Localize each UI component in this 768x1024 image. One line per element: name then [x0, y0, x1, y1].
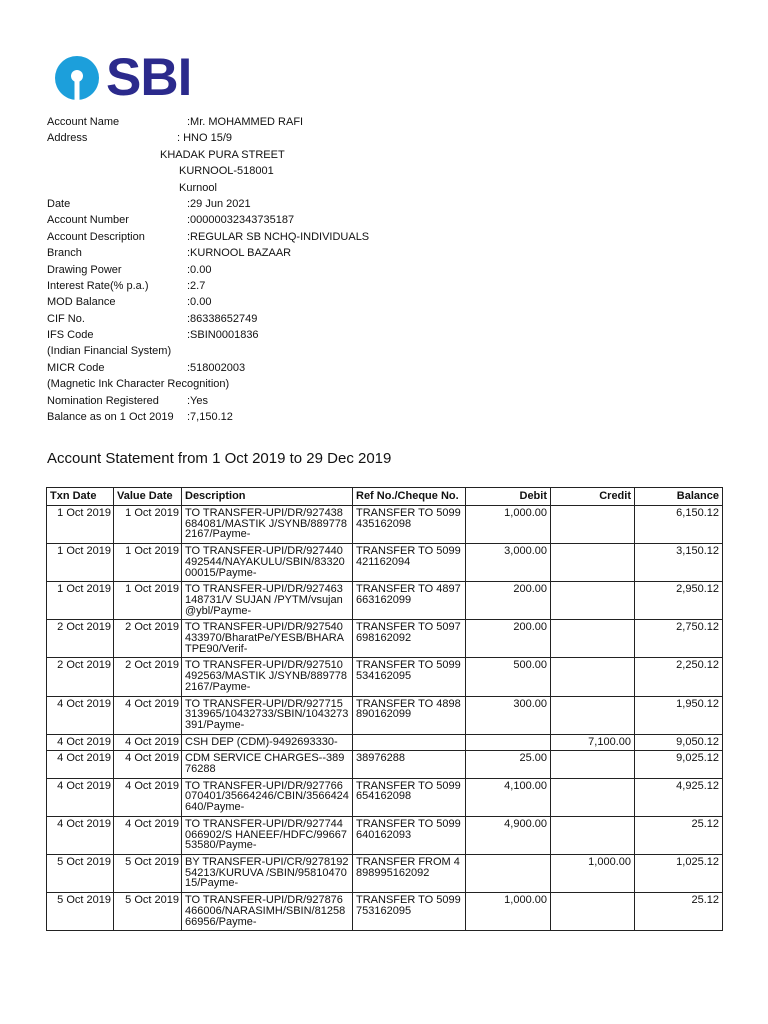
credit-cell [551, 506, 635, 544]
account-info-label: Address [47, 132, 88, 145]
ref-no-cell: TRANSFER TO 4897663162099 [353, 582, 466, 620]
txn-date-cell: 4 Oct 2019 [47, 734, 114, 751]
account-info-label: Date [47, 197, 71, 210]
credit-cell [551, 816, 635, 854]
ref-no-cell: TRANSFER TO 4898890162099 [353, 696, 466, 734]
transactions-table [46, 487, 723, 931]
balance-cell: 1,025.12 [635, 854, 723, 892]
account-info-value: KHADAK PURA STREET [160, 148, 285, 161]
credit-cell [551, 544, 635, 582]
debit-cell: 200.00 [466, 620, 551, 658]
value-date-cell: 2 Oct 2019 [114, 658, 182, 696]
ref-no-cell: TRANSFER TO 5099640162093 [353, 816, 466, 854]
credit-cell [551, 778, 635, 816]
account-info-label: (Indian Financial System) [47, 345, 172, 358]
table-row [47, 893, 723, 931]
account-info-label: Branch [47, 247, 82, 260]
header-value-date: Value Date [114, 488, 182, 506]
balance-cell: 2,950.12 [635, 582, 723, 620]
description-cell: TO TRANSFER-UPI/DR/927744066902/S HANEEF/HDFC/9966753580/Payme- [182, 816, 353, 854]
sbi-logo-text: SBI [106, 48, 192, 107]
value-date-cell: 1 Oct 2019 [114, 544, 182, 582]
account-info-value: :00000032343735187 [187, 214, 295, 227]
debit-cell: 1,000.00 [466, 893, 551, 931]
balance-cell: 25.12 [635, 816, 723, 854]
header-description: Description [182, 488, 353, 506]
credit-cell [551, 893, 635, 931]
debit-cell: 4,900.00 [466, 816, 551, 854]
txn-date-cell: 2 Oct 2019 [47, 658, 114, 696]
description-cell: TO TRANSFER-UPI/DR/927440492544/NAYAKULU/SBIN/8332000015/Payme- [182, 544, 353, 582]
table-row [47, 544, 723, 582]
account-info-value: :REGULAR SB NCHQ-INDIVIDUALS [187, 230, 370, 243]
header-balance: Balance [635, 488, 723, 506]
sbi-keyhole-icon [54, 55, 100, 101]
account-info-label: Account Number [47, 214, 129, 227]
table-row [47, 582, 723, 620]
account-info-value: Kurnool [179, 181, 217, 194]
account-info-value: :Mr. MOHAMMED RAFI [187, 116, 304, 128]
balance-cell: 6,150.12 [635, 506, 723, 544]
account-info-label: CIF No. [47, 312, 85, 325]
credit-cell [551, 658, 635, 696]
account-info-label: Interest Rate(% p.a.) [47, 279, 149, 292]
ref-no-cell: TRANSFER TO 5099435162098 [353, 506, 466, 544]
debit-cell: 200.00 [466, 582, 551, 620]
account-info-value: :KURNOOL BAZAAR [187, 247, 292, 260]
ref-no-cell: TRANSFER FROM 4898995162092 [353, 854, 466, 892]
account-info-value: :0.00 [187, 263, 212, 276]
account-info-label: Account Description [47, 230, 145, 243]
txn-date-cell: 1 Oct 2019 [47, 506, 114, 544]
value-date-cell: 4 Oct 2019 [114, 778, 182, 816]
account-info-value: :7,150.12 [187, 411, 233, 424]
value-date-cell: 4 Oct 2019 [114, 751, 182, 778]
balance-cell: 3,150.12 [635, 544, 723, 582]
account-info-value: :29 Jun 2021 [187, 197, 251, 210]
account-info-value: :2.7 [187, 279, 206, 292]
account-info-label: Account Name [47, 116, 120, 128]
balance-cell: 4,925.12 [635, 778, 723, 816]
account-info-label: Nomination Registered [47, 394, 159, 407]
description-cell: TO TRANSFER-UPI/DR/927438684081/MASTIK J/SYNB/8897782167/Payme- [182, 506, 353, 544]
header-debit: Debit [466, 488, 551, 506]
balance-cell: 2,750.12 [635, 620, 723, 658]
balance-cell: 9,050.12 [635, 734, 723, 751]
balance-cell: 9,025.12 [635, 751, 723, 778]
description-cell: TO TRANSFER-UPI/DR/927463148731/V SUJAN /PYTM/vsujan@ybl/Payme- [182, 582, 353, 620]
balance-cell: 2,250.12 [635, 658, 723, 696]
balance-cell: 1,950.12 [635, 696, 723, 734]
description-cell: CDM SERVICE CHARGES--38976288 [182, 751, 353, 778]
txn-date-cell: 1 Oct 2019 [47, 544, 114, 582]
value-date-cell: 1 Oct 2019 [114, 506, 182, 544]
credit-cell [551, 696, 635, 734]
ref-no-cell: TRANSFER TO 5099421162094 [353, 544, 466, 582]
table-row [47, 734, 723, 751]
header-txn-date: Txn Date [47, 488, 114, 506]
description-cell: CSH DEP (CDM)-9492693330- [182, 734, 353, 751]
debit-cell [466, 854, 551, 892]
table-row [47, 751, 723, 778]
debit-cell: 500.00 [466, 658, 551, 696]
description-cell: BY TRANSFER-UPI/CR/927819254213/KURUVA /SBIN/9581047015/Payme- [182, 854, 353, 892]
table-row [47, 854, 723, 892]
value-date-cell: 5 Oct 2019 [114, 893, 182, 931]
debit-cell: 1,000.00 [466, 506, 551, 544]
balance-cell: 25.12 [635, 893, 723, 931]
ref-no-cell: 38976288 [353, 751, 466, 778]
account-info-value: :0.00 [187, 296, 212, 309]
description-cell: TO TRANSFER-UPI/DR/927510492563/MASTIK J/SYNB/8897782167/Payme- [182, 658, 353, 696]
value-date-cell: 4 Oct 2019 [114, 734, 182, 751]
table-row [47, 696, 723, 734]
credit-cell: 1,000.00 [551, 854, 635, 892]
table-row [47, 658, 723, 696]
description-cell: TO TRANSFER-UPI/DR/927715313965/10432733/SBIN/1043273391/Payme- [182, 696, 353, 734]
txn-date-cell: 1 Oct 2019 [47, 582, 114, 620]
debit-cell: 25.00 [466, 751, 551, 778]
txn-date-cell: 4 Oct 2019 [47, 816, 114, 854]
txn-date-cell: 4 Oct 2019 [47, 778, 114, 816]
description-cell: TO TRANSFER-UPI/DR/927766070401/35664246/CBIN/3566424640/Payme- [182, 778, 353, 816]
account-info-value: :86338652749 [187, 312, 258, 325]
txn-date-cell: 5 Oct 2019 [47, 893, 114, 931]
header-ref-no: Ref No./Cheque No. [353, 488, 466, 506]
ref-no-cell [353, 734, 466, 751]
value-date-cell: 5 Oct 2019 [114, 854, 182, 892]
debit-cell: 3,000.00 [466, 544, 551, 582]
table-header-row [47, 488, 723, 506]
account-info-value: KURNOOL-518001 [179, 165, 274, 178]
account-info-label: (Magnetic Ink Character Recognition) [47, 378, 230, 391]
account-info-label: Drawing Power [47, 263, 122, 276]
value-date-cell: 4 Oct 2019 [114, 816, 182, 854]
debit-cell: 300.00 [466, 696, 551, 734]
account-info-value: :Yes [187, 394, 209, 407]
value-date-cell: 2 Oct 2019 [114, 620, 182, 658]
table-row [47, 778, 723, 816]
credit-cell [551, 620, 635, 658]
txn-date-cell: 2 Oct 2019 [47, 620, 114, 658]
ref-no-cell: TRANSFER TO 5099753162095 [353, 893, 466, 931]
ref-no-cell: TRANSFER TO 5099654162098 [353, 778, 466, 816]
account-info-value: :518002003 [187, 361, 246, 374]
debit-cell [466, 734, 551, 751]
txn-date-cell: 4 Oct 2019 [47, 696, 114, 734]
description-cell: TO TRANSFER-UPI/DR/927876466006/NARASIMH/SBIN/8125866956/Payme- [182, 893, 353, 931]
value-date-cell: 1 Oct 2019 [114, 582, 182, 620]
account-info-label: Balance as on 1 Oct 2019 [47, 411, 174, 424]
credit-cell [551, 751, 635, 778]
description-cell: TO TRANSFER-UPI/DR/927540433970/BharatPe/YESB/BHARATPE90/Verif- [182, 620, 353, 658]
txn-date-cell: 4 Oct 2019 [47, 751, 114, 778]
debit-cell: 4,100.00 [466, 778, 551, 816]
txn-date-cell: 5 Oct 2019 [47, 854, 114, 892]
account-info-value: :SBIN0001836 [187, 329, 259, 342]
statement-title: Account Statement from 1 Oct 2019 to 29 Dec 2019 [47, 450, 392, 467]
account-info-value: : HNO 15/9 [177, 132, 233, 145]
ref-no-cell: TRANSFER TO 5097698162092 [353, 620, 466, 658]
account-info-label: MOD Balance [47, 296, 116, 309]
table-row [47, 506, 723, 544]
sbi-logo [54, 48, 192, 107]
header-credit: Credit [551, 488, 635, 506]
table-row [47, 816, 723, 854]
ref-no-cell: TRANSFER TO 5099534162095 [353, 658, 466, 696]
value-date-cell: 4 Oct 2019 [114, 696, 182, 734]
credit-cell [551, 582, 635, 620]
credit-cell: 7,100.00 [551, 734, 635, 751]
table-row [47, 620, 723, 658]
transactions-body [47, 506, 723, 931]
account-info-label: MICR Code [47, 361, 105, 374]
account-info-label: IFS Code [47, 329, 94, 342]
